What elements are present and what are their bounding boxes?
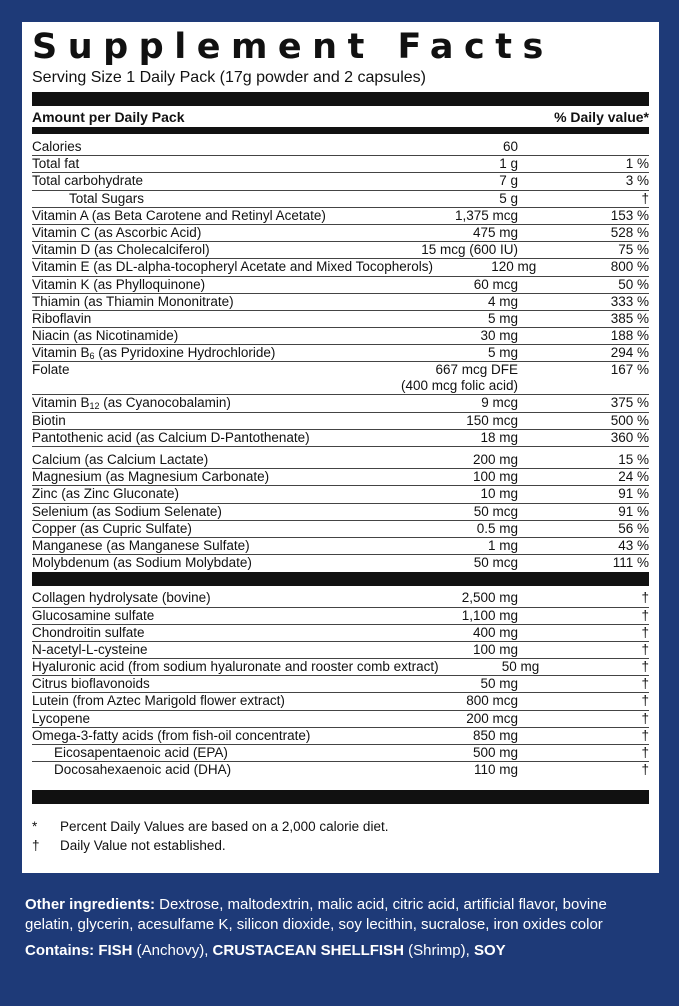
nutrient-amount: [398, 225, 518, 241]
nutrient-row: [32, 156, 649, 173]
nutrient-amount-value: 1 g: [499, 156, 518, 172]
nutrient-name: Manganese (as Manganese Sulfate): [32, 537, 250, 553]
nutrient-row: [32, 430, 649, 447]
footnote-symbol: *: [32, 819, 38, 835]
nutrient-row: [32, 538, 649, 555]
nutrient-amount-value: 100 mg: [472, 469, 518, 485]
active-amount: 2,500 mg: [461, 590, 518, 606]
nutrient-name: [32, 345, 398, 364]
nutrient-name: Pantothenic acid (as Calcium D-Pantothenate): [32, 429, 310, 445]
other-ingredients: [25, 895, 655, 935]
nutrient-amount-value: 1 mg: [487, 537, 518, 553]
other-ingredients-text: Dextrose, maltodextrin, malic acid, citric acid, artificial flavor, bovine gelatin, glycerin, acesulfame K, silicon dioxide, soy lecithin, sucralose, iron oxides color: [25, 896, 607, 933]
active-amount: 50 mg: [501, 659, 540, 675]
nutrient-amount-note: (400 mcg folic acid): [400, 378, 518, 394]
nutrient-name: Riboflavin: [32, 310, 92, 326]
active-amount: 850 mg: [472, 727, 518, 743]
nutrient-amount-value: 5 mg: [487, 345, 518, 361]
nutrient-amount-value: 10 mg: [480, 486, 518, 502]
nutrient-daily-value: 15 %: [618, 452, 649, 467]
nutrient-amount: [398, 173, 518, 189]
nutrient-row: [32, 452, 649, 469]
active-row: [32, 762, 649, 779]
nutrient-name-subscript: 12: [89, 401, 100, 412]
active-row: [32, 642, 649, 659]
nutrient-row: [32, 395, 649, 412]
panel-title: Supplement Facts: [32, 27, 554, 67]
nutrient-row: [32, 555, 649, 572]
active-daily-value: †: [641, 624, 649, 640]
nutrient-daily-value: 167 %: [610, 362, 649, 378]
nutrient-daily-value: 294 %: [610, 345, 649, 361]
nutrient-row: [32, 413, 649, 430]
active-name: N-acetyl-L-cysteine: [32, 641, 148, 657]
active-daily-value: †: [641, 693, 649, 709]
nutrient-amount: [398, 208, 518, 224]
nutrient-row: [32, 259, 649, 276]
nutrient-amount: [398, 486, 518, 502]
nutrient-daily-value: 333 %: [610, 293, 649, 309]
nutrient-daily-value: 56 %: [618, 520, 649, 536]
active-daily-value: †: [641, 727, 649, 743]
nutrient-amount-value: 5 mg: [487, 310, 518, 326]
active-name: Collagen hydrolysate (bovine): [32, 590, 211, 606]
nutrient-daily-value: 1 %: [625, 156, 649, 172]
nutrient-amount-value: 475 mg: [472, 224, 518, 240]
nutrient-row: [32, 225, 649, 242]
footnote-text: Daily Value not established.: [60, 838, 226, 854]
nutrient-name: Thiamin (as Thiamin Mononitrate): [32, 293, 234, 309]
nutrient-amount-value: 9 mcg: [481, 395, 518, 411]
active-name: Docosahexaenoic acid (DHA): [54, 762, 232, 778]
other-ingredients-label: Other ingredients:: [25, 896, 156, 913]
active-amount: 50 mg: [480, 676, 518, 692]
active-row: [32, 728, 649, 745]
nutrient-name: Vitamin A (as Beta Carotene and Retinyl Acetate): [32, 207, 326, 223]
nutrient-row: [32, 311, 649, 328]
active-daily-value: †: [641, 607, 649, 623]
active-row: [32, 590, 649, 607]
nutrient-amount-value: 30 mg: [480, 328, 518, 344]
nutrient-amount: [398, 156, 518, 172]
footnote: [32, 836, 649, 855]
active-row: [32, 745, 649, 762]
active-name: Citrus bioflavonoids: [32, 676, 150, 692]
nutrient-row: [32, 208, 649, 225]
nutrient-row: [32, 362, 649, 395]
nutrient-name: Total carbohydrate: [32, 173, 144, 189]
allergen-soy: SOY: [473, 942, 506, 959]
section-divider: [32, 572, 649, 586]
top-divider: [32, 92, 649, 106]
nutrient-name: Molybdenum (as Sodium Molybdate): [32, 555, 252, 571]
nutrient-name: Biotin: [32, 412, 66, 428]
nutrient-amount: [398, 452, 518, 468]
active-amount: 500 mg: [472, 745, 518, 760]
footnote-symbol: †: [32, 838, 40, 854]
bottom-divider: [32, 790, 649, 804]
nutrient-daily-value: 528 %: [610, 224, 649, 240]
nutrient-amount: [433, 259, 536, 275]
active-name: Hyaluronic acid (from sodium hyaluronate and rooster comb extract): [32, 659, 439, 675]
nutrient-name: Vitamin E (as DL-alpha-tocopheryl Acetate and Mixed Tocopherols): [32, 259, 433, 275]
nutrient-amount: [398, 294, 518, 310]
nutrient-amount: [398, 504, 518, 520]
allergen-fish-note: (Anchovy),: [132, 942, 213, 959]
nutrient-row: [32, 242, 649, 259]
supplement-facts-panel: [22, 22, 659, 873]
header-divider: [32, 127, 649, 134]
nutrient-name: Total fat: [32, 156, 80, 172]
active-amount: 200 mcg: [466, 710, 518, 726]
nutrient-amount: [398, 521, 518, 537]
nutrient-daily-value: 375 %: [610, 395, 649, 411]
nutrient-amount: [398, 345, 518, 361]
nutrient-list: [32, 139, 649, 572]
nutrient-row: [32, 277, 649, 294]
nutrient-name-suffix: (as Pyridoxine Hydrochloride): [94, 345, 276, 361]
active-name: Lutein (from Aztec Marigold flower extract): [32, 693, 285, 709]
active-amount: 400 mg: [472, 624, 518, 640]
nutrient-amount: [398, 242, 518, 258]
nutrient-name: [32, 395, 398, 414]
nutrient-name: Niacin (as Nicotinamide): [32, 328, 179, 344]
contains-label: Contains:: [25, 942, 95, 959]
nutrient-daily-value: 91 %: [618, 486, 649, 502]
active-daily-value: †: [641, 710, 649, 726]
nutrient-row: [32, 294, 649, 311]
nutrient-daily-value: 385 %: [610, 310, 649, 326]
active-daily-value: †: [641, 590, 649, 606]
allergen-contains: [25, 941, 655, 961]
nutrient-amount-value: 7 g: [499, 173, 518, 189]
nutrient-amount: [398, 430, 518, 446]
nutrient-daily-value: 153 %: [610, 207, 649, 223]
nutrient-row: [32, 521, 649, 538]
active-amount: 100 mg: [472, 641, 518, 657]
allergen-shellfish-note: (Shrimp),: [403, 942, 474, 959]
nutrient-daily-value: 188 %: [610, 328, 649, 344]
nutrient-row: [32, 191, 649, 208]
nutrient-name-suffix: (as Cyanocobalamin): [99, 395, 231, 411]
footnote: [32, 817, 649, 836]
nutrient-daily-value: 24 %: [618, 469, 649, 485]
active-name: Chondroitin sulfate: [32, 624, 145, 640]
allergen-fish: FISH: [98, 942, 133, 959]
ingredients-section: [25, 895, 655, 961]
nutrient-amount: [398, 538, 518, 554]
table-header: [32, 106, 649, 127]
nutrient-row: [32, 328, 649, 345]
nutrient-amount-value: 15 mcg (600 IU): [421, 242, 518, 258]
allergen-shellfish: CRUSTACEAN SHELLFISH: [212, 942, 404, 959]
nutrient-name-text: Vitamin B: [32, 345, 90, 361]
nutrient-name: Zinc (as Zinc Gluconate): [32, 486, 180, 502]
nutrient-row: [32, 173, 649, 190]
nutrient-amount: [398, 277, 518, 293]
active-daily-value: †: [641, 745, 649, 760]
nutrient-daily-value: 111 %: [612, 555, 649, 571]
nutrient-daily-value: 360 %: [610, 429, 649, 445]
nutrient-daily-value: 75 %: [618, 242, 649, 258]
nutrient-amount-value: 200 mg: [472, 452, 518, 467]
nutrient-amount-value: 150 mcg: [466, 412, 518, 428]
nutrient-row: [32, 139, 649, 156]
nutrient-amount: [398, 328, 518, 344]
serving-size: Serving Size 1 Daily Pack (17g powder and 2 capsules): [32, 69, 426, 86]
nutrient-daily-value: 3 %: [625, 173, 649, 189]
nutrient-name: Copper (as Cupric Sulfate): [32, 520, 192, 536]
active-row: [32, 711, 649, 728]
active-row: [32, 659, 649, 676]
nutrient-row: [32, 469, 649, 486]
nutrient-name: Selenium (as Sodium Selenate): [32, 503, 222, 519]
nutrient-name: Vitamin K (as Phylloquinone): [32, 276, 206, 292]
nutrient-name-text: Vitamin B: [32, 395, 90, 411]
footnote-text: Percent Daily Values are based on a 2,000 calorie diet.: [60, 819, 389, 835]
active-row: [32, 693, 649, 710]
nutrient-name-subscript: 6: [89, 351, 95, 362]
active-row: [32, 625, 649, 642]
active-amount: 110 mg: [473, 762, 518, 778]
nutrient-amount-value: 60: [502, 139, 518, 154]
active-daily-value: †: [641, 762, 649, 778]
nutrient-amount: [398, 555, 518, 571]
nutrient-amount: [398, 362, 518, 394]
nutrient-amount-value: 60 mcg: [473, 276, 518, 292]
nutrient-amount: [398, 395, 518, 411]
nutrient-row: [32, 345, 649, 362]
nutrient-daily-value: 91 %: [618, 503, 649, 519]
nutrient-amount-value: 1,375 mcg: [454, 207, 518, 223]
nutrient-amount: [398, 191, 518, 207]
nutrient-daily-value: †: [641, 190, 649, 206]
nutrient-daily-value: 500 %: [610, 412, 649, 428]
active-daily-value: †: [641, 641, 649, 657]
nutrient-amount-value: 5 g: [499, 190, 518, 206]
nutrient-amount-value: 50 mcg: [473, 555, 518, 571]
nutrient-name: Total Sugars: [69, 190, 145, 206]
nutrient-row: [32, 486, 649, 503]
active-name: Glucosamine sulfate: [32, 607, 155, 623]
active-row: [32, 676, 649, 693]
nutrient-daily-value: 43 %: [618, 537, 649, 553]
active-row: [32, 608, 649, 625]
amount-header: Amount per Daily Pack: [32, 109, 185, 125]
active-daily-value: †: [641, 676, 649, 692]
nutrient-name: Vitamin C (as Ascorbic Acid): [32, 224, 202, 240]
dv-header: % Daily value*: [554, 109, 649, 125]
nutrient-name: Calcium (as Calcium Lactate): [32, 452, 209, 467]
nutrient-amount-value: 0.5 mg: [476, 520, 518, 536]
nutrient-name: Folate: [32, 362, 70, 378]
active-name: Eicosapentaenoic acid (EPA): [54, 745, 228, 760]
active-name: Lycopene: [32, 710, 91, 726]
nutrient-amount: [398, 413, 518, 429]
nutrient-amount-value: 18 mg: [480, 429, 518, 445]
nutrient-amount-value: 50 mcg: [473, 503, 518, 519]
active-amount: 800 mcg: [466, 693, 518, 709]
footnotes: [32, 817, 649, 855]
nutrient-name: Magnesium (as Magnesium Carbonate): [32, 469, 270, 485]
nutrient-amount: [398, 139, 518, 155]
nutrient-amount-value: 4 mg: [487, 293, 518, 309]
nutrient-amount-value: 667 mcg DFE: [435, 362, 518, 378]
nutrient-row: [32, 504, 649, 521]
nutrient-name: Calories: [32, 139, 82, 154]
other-actives-list: [32, 590, 649, 779]
active-amount: 1,100 mg: [461, 607, 518, 623]
nutrient-daily-value: 800 %: [610, 259, 649, 275]
active-daily-value: †: [641, 659, 649, 675]
active-name: Omega-3-fatty acids (from fish-oil concentrate): [32, 727, 311, 743]
nutrient-amount-value: 120 mg: [491, 259, 537, 275]
nutrient-amount: [398, 469, 518, 485]
nutrient-amount: [398, 311, 518, 327]
nutrient-name: Vitamin D (as Cholecalciferol): [32, 242, 210, 258]
nutrient-daily-value: 50 %: [618, 276, 649, 292]
